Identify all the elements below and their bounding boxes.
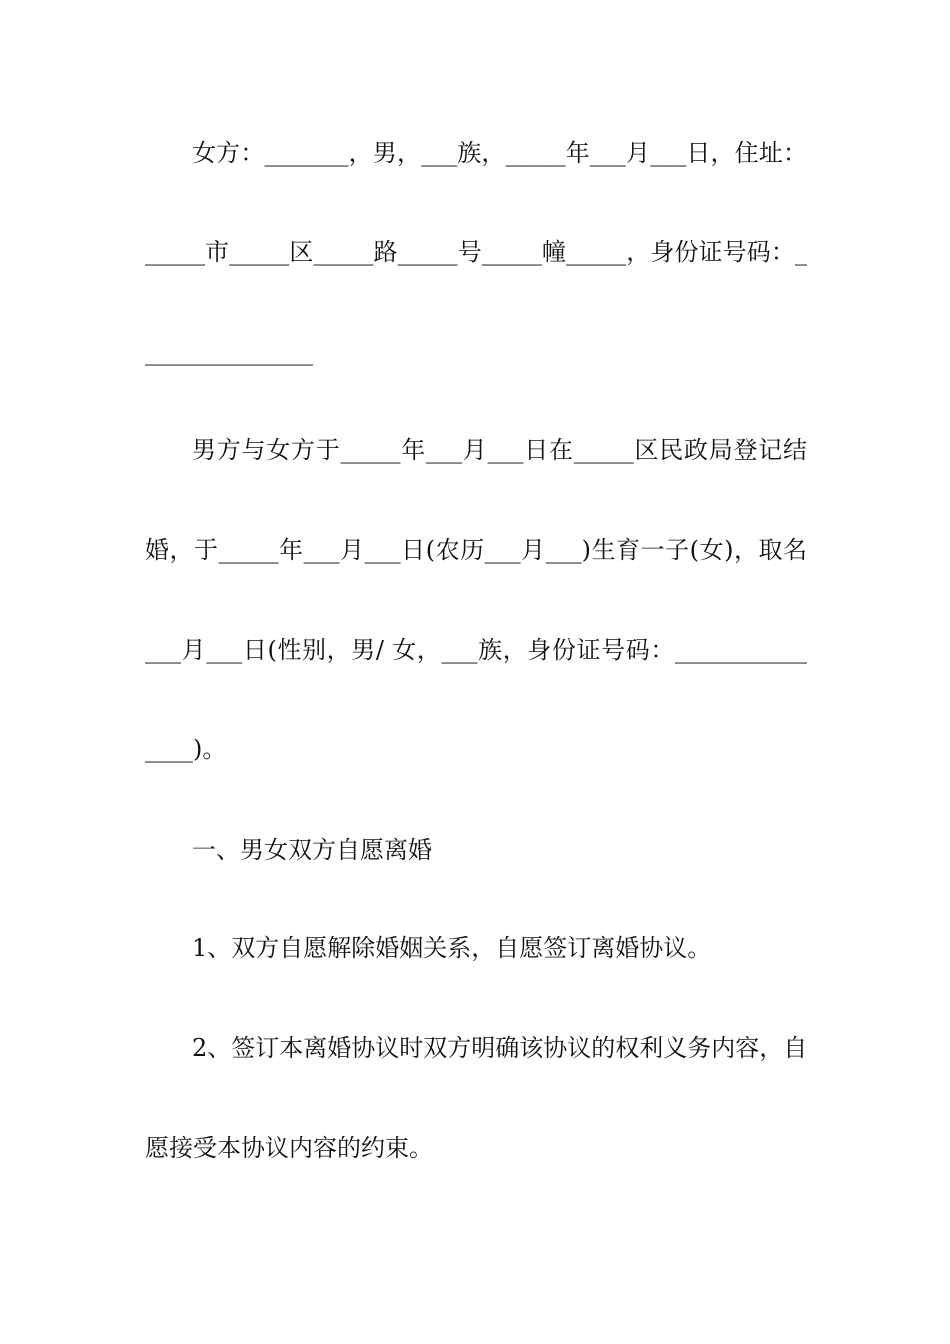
paragraph-marriage-line-3: ___月___日(性别，男/ 女，___族，身份证号码：___________: [145, 636, 807, 664]
paragraph-marriage-line-1: 男方与女方于_____年___月___日在_____区民政局登记结: [192, 436, 807, 464]
paragraph-marriage-line-2: 婚，于_____年___月___日(农历___月___)生育一子(女)，取名: [145, 536, 807, 564]
clause-2-line-2: 愿接受本协议内容的约束。: [145, 1134, 433, 1162]
paragraph-marriage-line-4: ____)。: [145, 735, 227, 763]
paragraph-female-party-line-1: 女方：_______，男，___族，_____年___月___日，住址：: [192, 139, 807, 167]
section-heading-voluntary-divorce: 一、男女双方自愿离婚: [192, 836, 432, 864]
paragraph-female-party-line-2: _____市_____区_____路_____号_____幢_____，身份证号码：_: [145, 238, 807, 266]
clause-1: 1、双方自愿解除婚姻关系，自愿签订离婚协议。: [192, 934, 712, 962]
clause-2-line-1: 2、签订本离婚协议时双方明确该协议的权利义务内容，自: [192, 1034, 807, 1062]
paragraph-female-party-line-3: ______________: [145, 338, 313, 366]
